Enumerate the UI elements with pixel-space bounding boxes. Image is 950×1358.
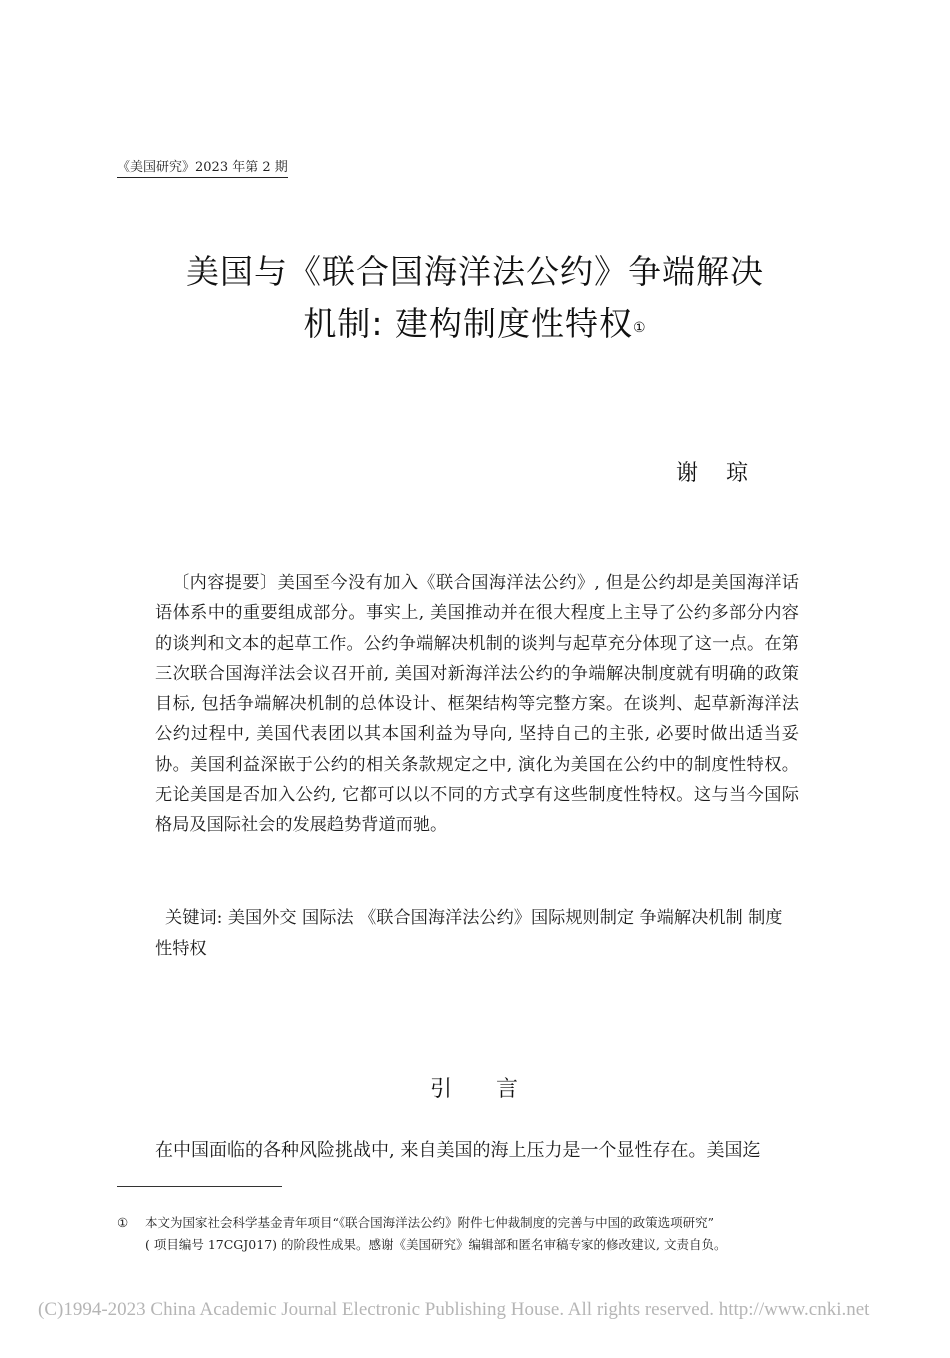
footnote-mark: ①: [117, 1215, 129, 1230]
footnote-line-2: ( 项目编号 17CGJ017) 的阶段性成果。感谢《美国研究》编辑部和匿名审稿专家的修改建议, 文责自负。: [145, 1237, 727, 1252]
keywords: [155, 903, 799, 965]
keywords-text: 美国外交 国际法 《联合国海洋法公约》国际规则制定 争端解决机制 制度性特权: [155, 908, 783, 959]
footnote: [117, 1212, 845, 1256]
section-heading: 引言: [430, 1077, 563, 1102]
title-line-1: 美国与《联合国海洋法公约》争端解决: [186, 252, 764, 291]
intro-paragraph: 在中国面临的各种风险挑战中, 来自美国的海上压力是一个显性存在。美国迄: [155, 1140, 761, 1161]
abstract-label: 〔内容提要〕: [172, 573, 278, 593]
author-name: 谢琼: [676, 461, 777, 486]
article-title: [100, 246, 850, 350]
title-line-2-text: 机制: 建构制度性特权: [303, 304, 634, 343]
abstract-text: 美国至今没有加入《联合国海洋法公约》, 但是公约却是美国海洋话语体系中的重要组成部分。事实上, 美国推动并在很大程度上主导了公约多部分内容的谈判和文本的起草工作。公约争端解决机制的谈判与起草充分体现了这一点。在第三次联合国海洋法会议召开前, 美国对新海洋法公约的争端解决制度就有明确的政策目标, 包括争端解决机制的总体设计、框架结构等完整方案。在谈判、起草新海洋法公约过程中, 美国代表团以其本国利益为导向, 坚持自己的主张, 必要时做出适当妥协。美国利益深嵌于公约的相关条款规定之中, 演化为美国在公约中的制度性特权。无论美国是否加入公约, 它都可以以不同的方式享有这些制度性特权。这与当今国际格局及国际社会的发展趋势背道而驰。: [155, 573, 799, 836]
footnote-line-1: 本文为国家社会科学基金青年项目“《联合国海洋法公约》附件七仲裁制度的完善与中国的政策选项研究”: [145, 1215, 715, 1230]
abstract: [155, 568, 799, 841]
title-line-2: [100, 298, 850, 350]
footnote-divider: [117, 1186, 282, 1187]
keywords-label: 关键词:: [165, 908, 223, 928]
journal-header: 《美国研究》2023 年第 2 期: [117, 160, 288, 178]
copyright-watermark: (C)1994-2023 China Academic Journal Electronic Publishing House. All rights reserved. http://www.cnki.net: [38, 1299, 870, 1320]
title-footnote-mark[interactable]: ①: [633, 320, 647, 336]
